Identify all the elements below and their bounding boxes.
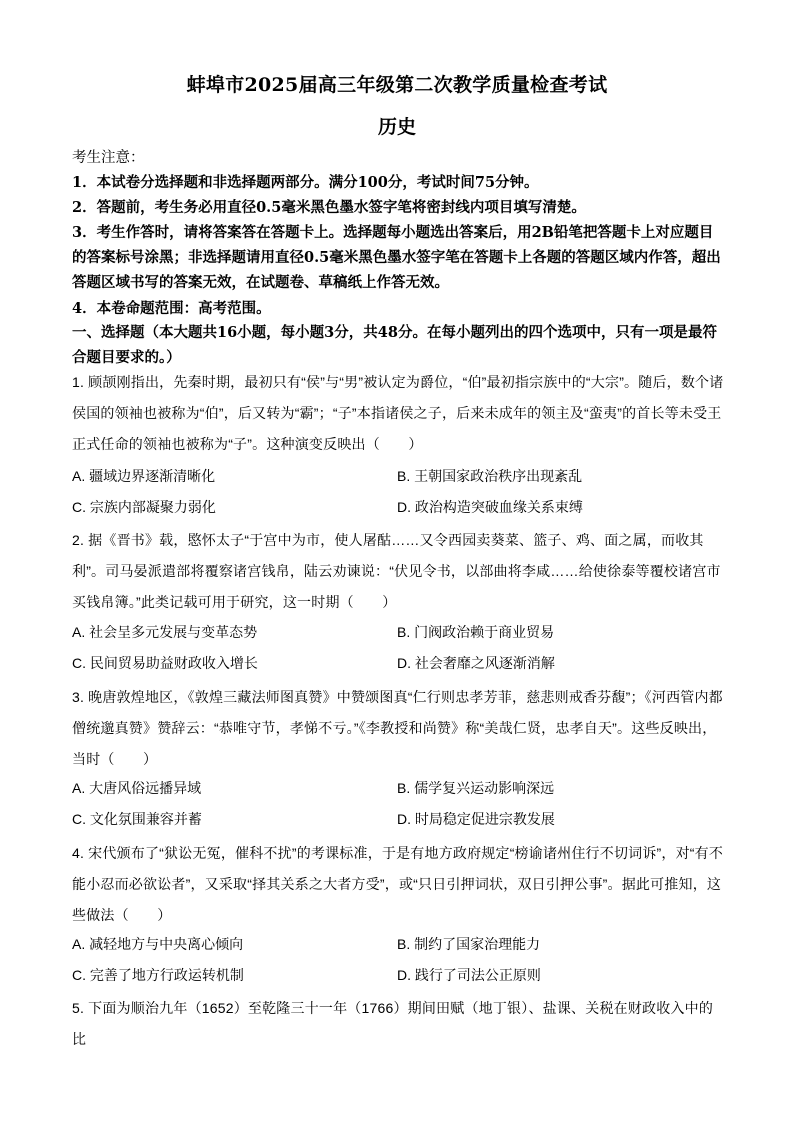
question-3-option-c: C. 文化氛围兼容并蓄 [72,811,202,827]
question-2-stem: 2. 据《晋书》载，愍怀太子“于宫中为市，使人屠酤……又令西园卖葵菜、篮子、鸡、面之属，而收其利”。司马晏派遣部将覆察诸宫钱帛，陆云劝谏说：“伏见令书，以部曲将李咸……给使徐泰等覆校诸宫市买钱帛簿。”此类记载可用于研究，这一时期（ ） [72,532,721,610]
question-5-stem: 5. 下面为顺治九年（1652）至乾隆三十一年（1766）期间田赋（地丁银）、盐课、关税在财政收入中的比 [72,1000,714,1047]
question-3-option-d: D. 时局稳定促进宗教发展 [397,811,555,827]
question-1-stem: 1. 顾颉刚指出，先秦时期，最初只有“侯”与“男”被认定为爵位，“伯”最初指宗族中的“大宗”。随后，数个诸侯国的领袖也被称为“伯”，后又转为“霸”；“子”本指诸侯之子，后来未成年的领主及“蛮夷”的首长等未受王正式任命的领袖也被称为“子”。这种演变反映出（ ） [72,374,724,452]
notice-item-3: 3．考生作答时，请将答案答在答题卡上。选择题每小题选出答案后，用2B铅笔把答题卡上对应题目的答案标号涂黑；非选择题请用直径0.5毫米黑色墨水签字笔在答题卡上各题的答题区域内作答，超出答题区域书写的答案无效，在试题卷、草稿纸上作答无效。 [72,224,721,291]
question-4-option-a: A. 减轻地方与中央离心倾向 [72,936,244,952]
question-3-option-a: A. 大唐风俗远播异域 [72,780,202,796]
question-4-option-d: D. 践行了司法公正原则 [397,967,541,983]
question-1-option-a: A. 疆域边界逐渐清晰化 [72,468,216,484]
subject-title: 历史 [377,116,416,138]
notice-item-4: 4．本卷命题范围：高考范围。 [72,300,271,317]
question-1-option-b: B. 王朝国家政治秩序出现紊乱 [397,468,583,484]
notice-heading: 考生注意： [72,150,145,166]
question-4-stem: 4. 宋代颁布了“狱讼无冤，催科不扰”的考课标准，于是有地方政府规定“榜谕诸州住行不切词诉”，对“有不能小忍而必欲讼者”，又采取“择其关系之大者方受”，或“只日引押词状，双日引押公事”。据此可推知，这些做法（ ） [72,845,724,923]
notice-item-2: 2．答题前，考生务必用直径0.5毫米黑色墨水签字笔将密封线内项目填写清楚。 [72,199,586,216]
question-3-stem: 3. 晚唐敦煌地区，《敦煌三藏法师图真赞》中赞颂图真“仁行则忠孝芳菲，慈悲则戒香芬馥”；《河西管内都僧统邈真赞》赞辞云：“恭唯守节，孝悌不亏。”《李教授和尚赞》称“美哉仁贤，忠孝自天”。这些反映出，当时（ ） [72,689,723,767]
exam-title: 蚌埠市2025届高三年级第二次教学质量检查考试 [186,74,608,96]
notice-item-1: 1．本试卷分选择题和非选择题两部分。满分100分，考试时间75分钟。 [72,174,539,191]
question-2-option-c: C. 民间贸易助益财政收入增长 [72,655,258,671]
question-2-option-a: A. 社会呈多元发展与变革态势 [72,624,258,640]
question-2-option-b: B. 门阀政治赖于商业贸易 [397,624,555,640]
question-4-option-c: C. 完善了地方行政运转机制 [72,967,244,983]
question-3-option-b: B. 儒学复兴运动影响深远 [397,780,555,796]
question-4-option-b: B. 制约了国家治理能力 [397,936,541,952]
question-1-option-c: C. 宗族内部凝聚力弱化 [72,499,216,515]
section-heading: 一、选择题（本大题共16小题，每小题3分，共48分。在每小题列出的四个选项中，只有一项是最符合题目要求的。） [72,324,717,366]
question-2-option-d: D. 社会奢靡之风逐渐消解 [397,655,555,671]
question-1-option-d: D. 政治构造突破血缘关系束缚 [397,499,583,515]
